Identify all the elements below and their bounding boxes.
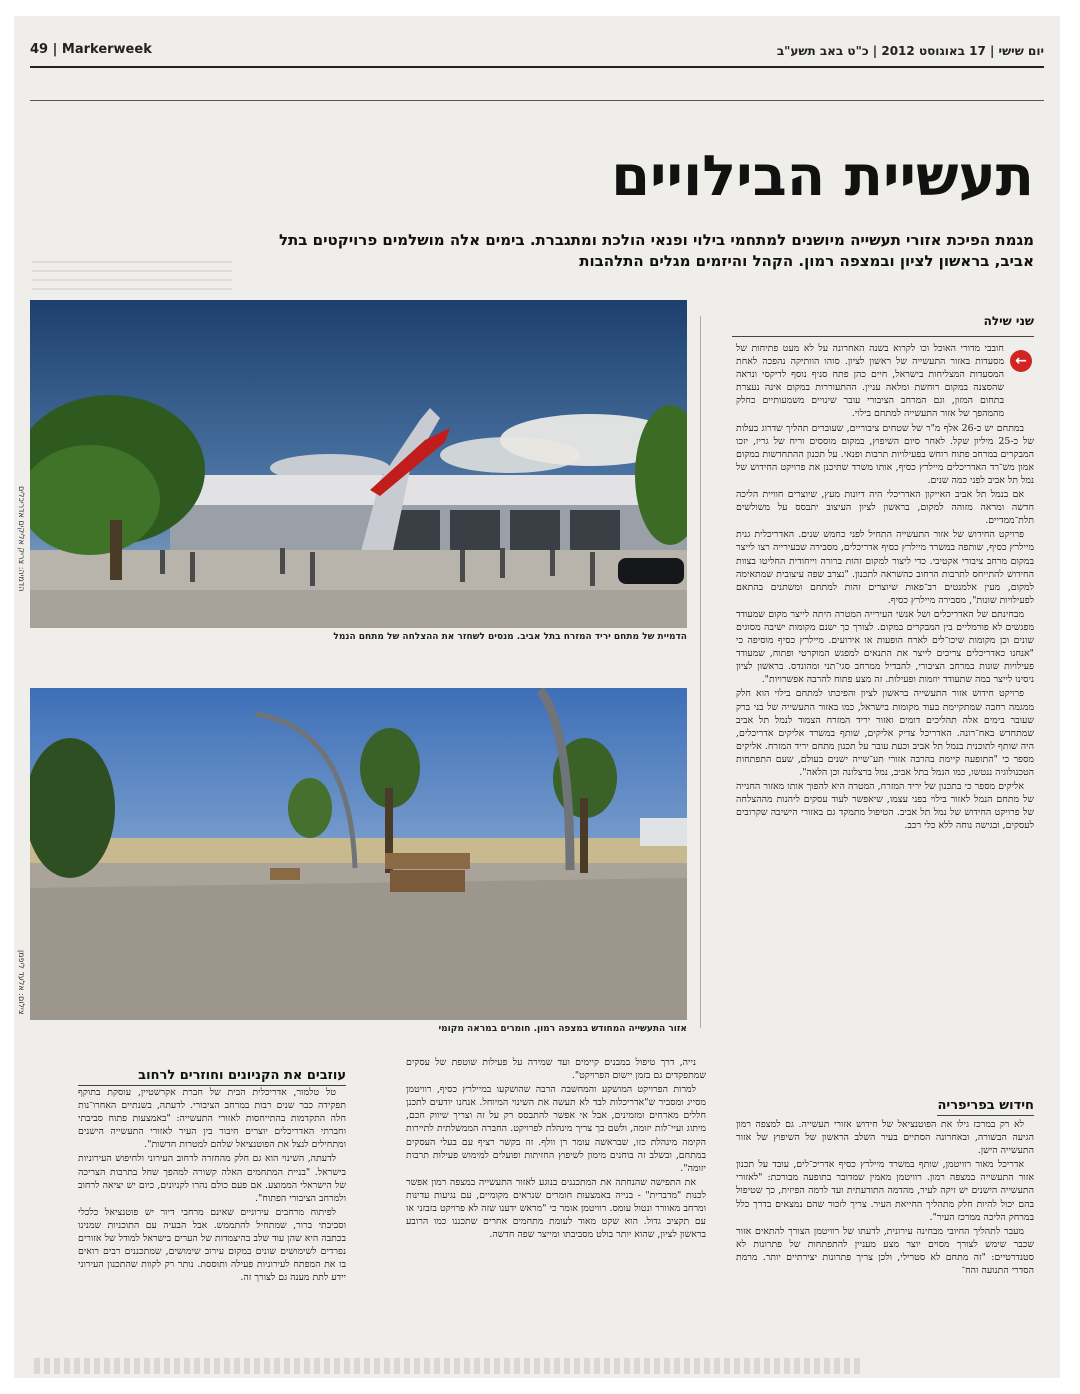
arrow-left-icon: ←	[1010, 350, 1032, 372]
subhead-periphery: חידוש בפריפריה	[937, 1098, 1034, 1116]
issue-date: יום שישי | 17 באוגוסט 2012 | כ"ט באב תשע"ב	[776, 44, 1044, 58]
image-caption-2: אזור התעשייה המחודש במצפה רמון. חומרים במראה מקומי	[438, 1024, 687, 1034]
paragraph: מעבר לתהליך החיובי מבחינה עירונית, לדעתו של רוויטמן הצורך להתאים אזור שכבר שימש לצורך מסוים יוצר מצע מעניין להתפתחות של פתרונות לא סטנדרטיים: "זה מתחם לא סטרילי, ולכן צריך פתרונות יצירתיים יותר. מרמת הסדרי התנועה והח־	[736, 1225, 1034, 1277]
rendering-image-yarid-hamizrah	[30, 300, 687, 628]
brand-line: 49 | Markerweek	[30, 42, 152, 57]
rendering-illustration	[30, 300, 687, 628]
article-headline: תעשיית הבילויים	[611, 144, 1034, 209]
subhead-malls: עוזבים את הקניונים וחוזרים לרחוב	[78, 1068, 346, 1086]
author-byline: שני שילה	[983, 314, 1034, 328]
paragraph: נייה, דרך טיפול במבנים קיימים ועד שמירה על פעילות שוטפת של עסקים שמתפקדים גם בזמן יישום הפרויקט".	[406, 1057, 706, 1082]
paragraph: במתחם יש כ-26 אלף מ"ר של שטחים ציבוריים, שעוברים תהליך שדרוג בעלות של כ-25 מיליון שקל. לאחר סיום השיפוץ, במקום מוססים וריח של גריז, יזכו המבקרים במרחב פתוח רוחש בפעילויות תרבות ופנאי. על תכנון ההתחדשות במקום אמון מש־רד האדריכלים מיילרץ כסיף, אותו משרד שתיכנן את פרויקט החידוש של נמל תל אביב לפני כמה שנים.	[736, 422, 1034, 486]
paragraph: פרויקט חידוש אזור התעשייה בראשון לציון והפיכתו למתחם בילוי הוא חלק ממגמה רחבה שמתקיימת בעוד מקומות בישראל, כמו באזור התעשייה של בני ברק שעובר בימים אלה תהליכים דומים ואזור יריד המזרח הצמוד לנמל תל אביב שמתחדש באח־רונה. האדריכל צדיק אליקים, שותף במשרד אליקים אדריכלים, היה שותף לתוכנית בנמל תל אביב וכעת עובר על תכנון מתחם יריד המזרח. אליקים מספר כי "התופעה קיימת בהרבה אזורי תע־שייה ישנים בעולם, שעם התפתחות הטכנולוגיה ננטשו, כמו הנמל בתל אביב, נמל ברצלונה וכן הלאה".	[736, 688, 1034, 778]
paragraph: לפיתוח מרחבים עירוניים שאינם מרחבי דיור יש פוטנציאל כלכלי וסביבתי ברור, שמתחיל להתממש. אבל הבעיה עם התוכניות שמנינו בכתבה היא שהן עוד שלב בהיצמדות של הערים בישראל למודל של אזורים נפרדים לשימושים שונים במקום עירוב שימושים, שמתכננים רבים רואים בו את המפתח לעירוניות פעילה ותוססת. נותר רק לקוות שהתכנון העירוני יידע לתת מענה גם לצורך זה.	[78, 1206, 346, 1284]
paragraph: חובבי מדורי האוכל וכו לקרוא בשנה האחרונה על לא מעט פתיחות של מסעדות באזור התעשייה של ראשון לציון. סוהו הוותיקה נהפכה לאחת המסעדות המצליחות בישראל, חיים כהן פתח סניף נוסף לדיקסי ונראה שהסצנה במקום רוחשת ומלאה עניין. ההתעוררות במקום אינה נעצרת בתחום המזון, וגם המרחב הציבורי עובר שינויים משמעותיים כחלק מהמהפך של אזור התעשייה למתחם בילוי.	[736, 343, 1004, 420]
bleed-through-texture	[32, 256, 232, 290]
paragraph: את התפישה שהנחתה את המתכננים בנוגע לאזור התעשייה במצפה רמון אפשר לכנות "מדברית" - בנייה באמצעות חומרים שנראים מקומיים, עם נגיעות עדינות ומרחב מאוורר ונטול עומס. רוויטמן אומר כי "מראש ידענו שזה לא פרויקט בזבזני או עם תקציב גדול. הוא שקט מאוד לעומת מתחמים אחרים שתכננו כמו הרובע בראשון לציון, שהוא יותר בולט מסביבתו ומייצר שפה חדשה.	[406, 1176, 706, 1241]
paragraph: לא רק במרכז גילו את הפוטנציאל של חידוש אזורי תעשייה. גם למצפה רמון הגיעה הבשורה, ובאחרונה הסתיים בעיר השלב הראשון של השיפוץ של אזור התעשייה הישן.	[736, 1119, 1034, 1157]
publication-brand: Markerweek	[61, 42, 152, 57]
paragraph: מבחינתם של האדריכלים ושל אנשי העירייה המטרה היתה לייצר מקום שמעודד מפגשים לא פורמליים בין המבקרים במקום. לצורך כך ישנם מקומות ישיבה מסוגים שונים וכן מקומות שיכו־לים לארח הופעות או אירועים. מיילרץ כסיף מוסיפה כי "אנחנו כאדריכלים צריכים לייצר את התנאים למפגש המוקרטי ופתוח, שמעודד פעילויות שונות במרחב הציבורי, להבדיל ממרחב סגי־תני ומהונדס. בראשון לציון ניסינו לייצר במה שתעודד יוזמות ופעילות. זה מצע פתוח להרבה אפשרויות".	[736, 608, 1034, 686]
article-column-c	[78, 1086, 346, 1358]
paragraph: אם בנמל תל אביב האייקון האדריכלי היה דיונות מעץ, שיוצרים חוויית הליכה חדשה ומראה מזוהה למקום, בראשון לציון העיצוב יתבסס על משולשים תלת־ממדיים.	[736, 489, 1034, 527]
paragraph: פרויקט החידוש של אזור התעשייה התחיל לפני כחמש שנים. האדריכלית גנית מיילרץ כסיף, שותפה במשרד מיילרץ כסיף אדריכלים, מסבירה שבעירייה רצו לייצר במקום מרחב ציבורי אקטיבי. כדי ליצור למקום זהות ברורה וייחודית החליטו בצוות החידוש להתייחס לתרבות הרחוב כהשראה לתכנון. "נצרב שפה עיצובית שמתאימה למקום, מעין אלמנטים רב־פאות שיוצרים זהות למתחם ומשתנים בהתאם לפעילויות שונות", מסבירה מיילרץ כסיף.	[736, 529, 1034, 606]
paragraph: אדריכל מאור רוויטמן, שותף במשרד מיילרץ כסיף אדריכ־לים, עובד על תכנון אזור התעשייה במצפה רמון. רוויטמן מאמין שמדובר בתופעה מבורכת: "לאזורי התעשייה הישנים יש זיקה לעיר, מהדמה התודעתית ועד לרמה הפיזית, כך שטיפול בהם יכול להיות חלק מתהליך החייאת העיר. צריך לזכור שהם נמצאים בדרך כלל במרחק הליכה ממרכז העיר".	[736, 1159, 1034, 1223]
photo-credit-2: צילום: אלעד ליפמן	[17, 950, 26, 1015]
street-illustration	[30, 688, 687, 1020]
page-number: 49	[30, 42, 49, 57]
paragraph: לדעתה, השינוי הוא גם חלק מהחזרה לרחוב העירוני ולחיפוש העירוניות בישראל. "בניית המתחמים האלה קשורה למהפך שחל בתרבות הצריכה של הישראלי הממוצע. אם פעם כולם נהרו לקניונים, כיום יש יציאה לרחוב ולמרחב הציבורי הפתוח".	[78, 1153, 346, 1204]
photo-mitzpe-ramon-street	[30, 688, 687, 1020]
paragraph: טל טלמור, אדריכלית הבית של חברת אקרשטיין, עוסקת בתוקף תפקידה כבר שנים רבות במרחב הציבורי. לדעתה, בשנתיים האחרו־נות חלה התקדמות בהתייחסות לאזורי התעשייה: "באמצעות פתוח סביבתי וחברתי האדריכלים יוצרים חיבור בין העיר לאזורי התעשייה הישנים ומתחילים לנצל את הפוטנציאל שלהם למטרות חדשות".	[78, 1087, 346, 1151]
page-header	[30, 38, 1044, 68]
newspaper-page	[14, 16, 1060, 1378]
image-caption-1: הדמיית של מתחם יריד המזרח בתל אביב. מנסים לשחזר את ההצלחה של מתחם הנמל	[333, 632, 687, 642]
paragraph: למרות הפרויקט המושקע והמחשבה הרבה שהושקעו במיילרץ כסיף, רוויטמן מסייג ומסביר ש"אדריכלות לבד לא תעשה את השינוי המיוחל. אנחנו יודעים לתכנן חללים מארחים ומזמינים, אבל אי אפשר להתבסס רק על זה וצריך שיווק חכם, מיתוג ועיי־לות יזומה, ולשם כך צריך מינהלת לפרויקט. החברה הממשלתית לתיירות הקימה מינהלת כזו, שבראשה עומר רן וולף. זה בקשר רציף עם בעלי העסקים במתחם, ובשלב זה בוחנים מימון לשיפוץ החזיתות ופועלים למימוש פעילות תרבות יזומה".	[406, 1084, 706, 1174]
article-column-a	[736, 342, 1034, 1042]
byline-rule	[732, 336, 1034, 337]
article-column-a2	[736, 1118, 1034, 1358]
paragraph: אליקים מספר כי בתכנון של יריד המזרח, המטרה היא להפוך אותו מאזור החנייה של מתחם הנמל לאזור בילוי בפני עצמו, שיאפשר לעוד עסקים ליהנות מההצלחה של פרויקט החידוש של נמל תל אביב. הטיפול מתמקד גם באזורי הישיבה שקרובים לעסקים, ובגישה נוחה ללא כלי רכב.	[736, 781, 1034, 832]
article-column-b	[406, 1056, 706, 1358]
column-divider	[700, 316, 701, 1028]
article-deck: מגמת הפיכת אזורי תעשייה מיושנים למתחמי בילוי ופנאי הולכת ומתגברת. בימים אלה מושלמים פרויקטים בתל אביב, בראשון לציון ובמצפה רמון. הקהל והיזמים מגלים התלהבות	[278, 231, 1034, 270]
header-rule	[30, 100, 1044, 101]
bleed-through-ad-strip	[34, 1358, 860, 1374]
photo-credit-1: הדמיה: צריק אליקים אדריכלים	[17, 486, 26, 592]
